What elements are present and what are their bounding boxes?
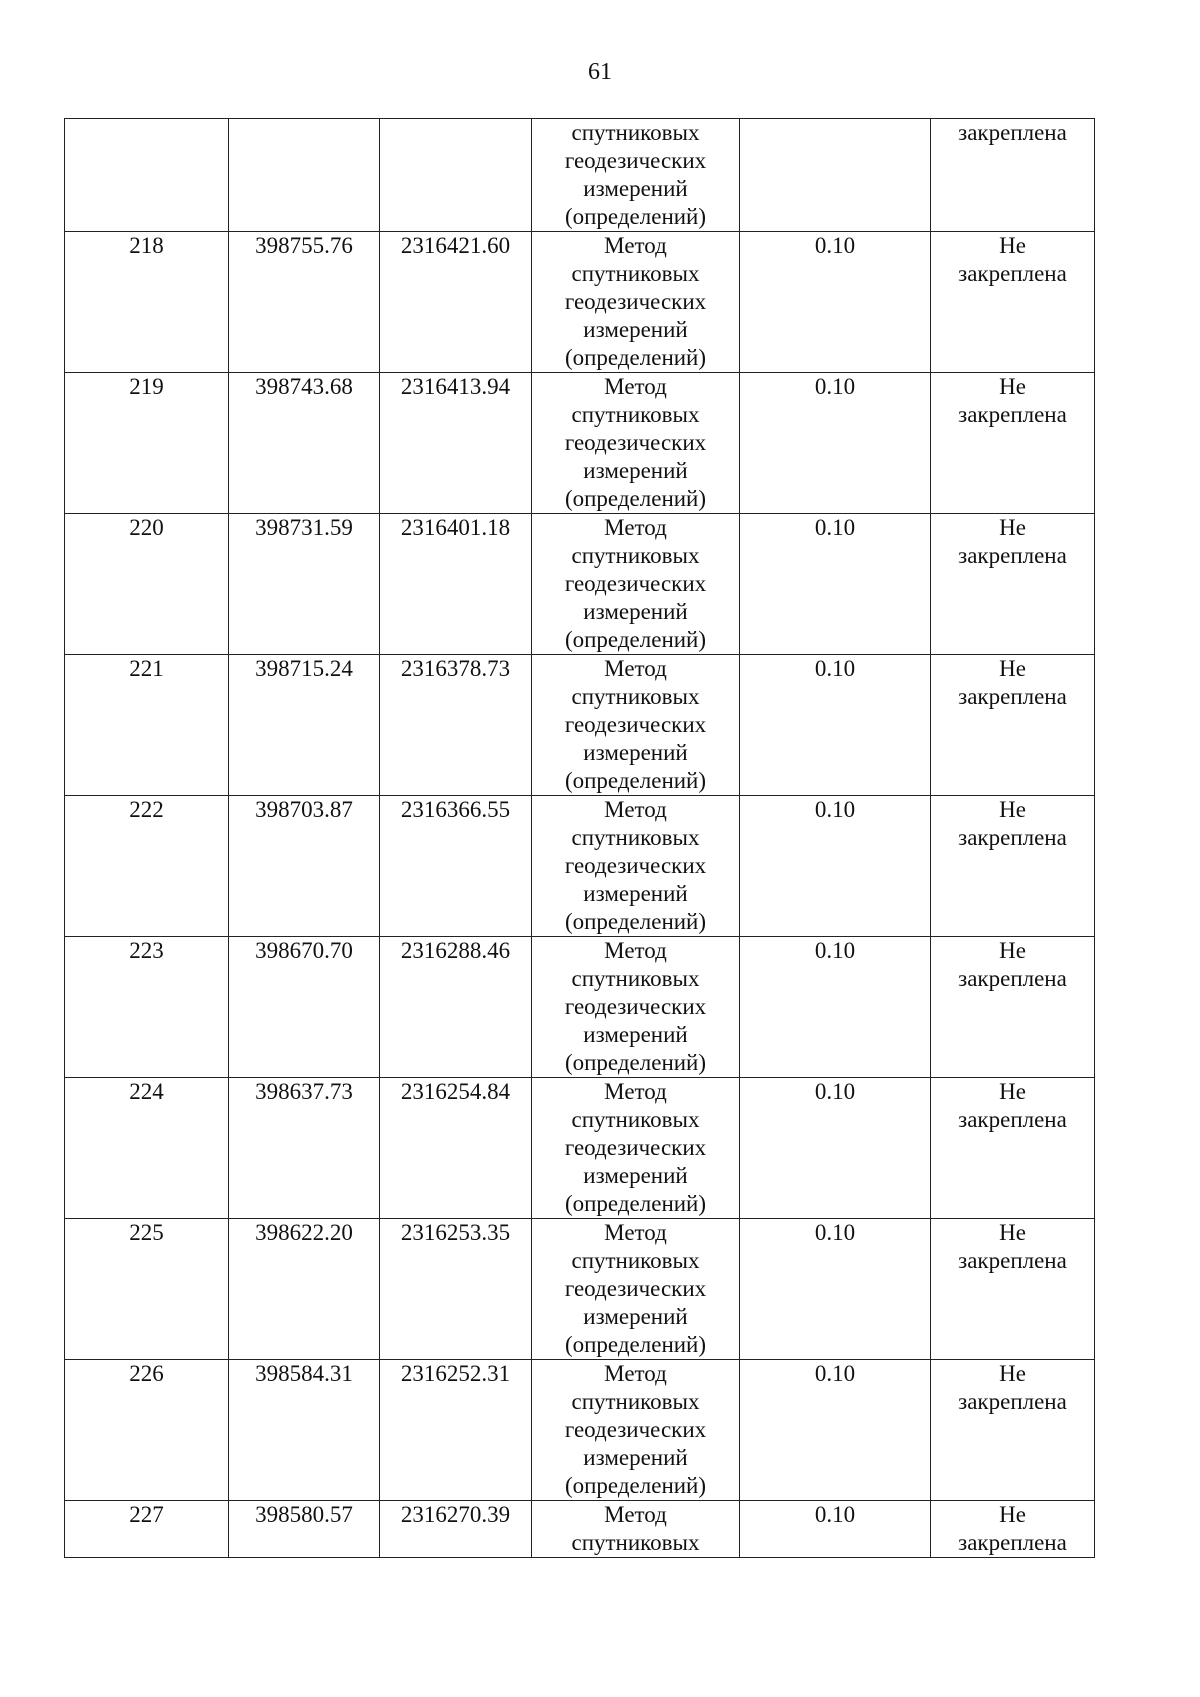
method-line: измерений bbox=[583, 1022, 688, 1047]
method-line: геодезических bbox=[564, 148, 707, 173]
status-line: закреплена bbox=[958, 120, 1067, 145]
method-cell bbox=[532, 232, 740, 373]
method-cell bbox=[532, 119, 740, 232]
method-line: геодезических bbox=[564, 712, 707, 737]
status-line: Не bbox=[999, 938, 1026, 963]
method-line: геодезических bbox=[564, 430, 707, 455]
method-line: (определений) bbox=[564, 627, 707, 652]
method-line: измерений bbox=[583, 176, 688, 201]
method-line: (определений) bbox=[564, 1473, 707, 1498]
method-line: Метод bbox=[604, 1502, 667, 1527]
status-line: закреплена bbox=[958, 402, 1067, 427]
coord-x-cell: 398731.59 bbox=[229, 514, 380, 655]
point-number-cell: 220 bbox=[65, 514, 229, 655]
status-cell bbox=[931, 937, 1095, 1078]
method-line: (определений) bbox=[564, 1332, 707, 1357]
method-line: Метод bbox=[604, 515, 667, 540]
status-cell bbox=[931, 1219, 1095, 1360]
method-line: (определений) bbox=[564, 486, 707, 511]
accuracy-cell: 0.10 bbox=[740, 1501, 931, 1558]
table-row bbox=[65, 1501, 1095, 1558]
coord-x-cell: 398743.68 bbox=[229, 373, 380, 514]
point-number-cell: 225 bbox=[65, 1219, 229, 1360]
status-cell bbox=[931, 1078, 1095, 1219]
coord-y-cell: 2316270.39 bbox=[380, 1501, 532, 1558]
method-line: спутниковых bbox=[571, 1107, 700, 1132]
status-line: закреплена bbox=[958, 543, 1067, 568]
method-line: (определений) bbox=[564, 1050, 707, 1075]
method-cell bbox=[532, 1219, 740, 1360]
status-cell bbox=[931, 373, 1095, 514]
status-line: Не bbox=[999, 233, 1026, 258]
table-row bbox=[65, 937, 1095, 1078]
method-line: геодезических bbox=[564, 289, 707, 314]
method-line: (определений) bbox=[564, 204, 707, 229]
method-line: геодезических bbox=[564, 1417, 707, 1442]
status-cell bbox=[931, 1360, 1095, 1501]
point-number-cell: 224 bbox=[65, 1078, 229, 1219]
status-line: закреплена bbox=[958, 684, 1067, 709]
point-number-cell bbox=[65, 119, 229, 232]
method-line: Метод bbox=[604, 1220, 667, 1245]
status-line: закреплена bbox=[958, 825, 1067, 850]
method-line: Метод bbox=[604, 797, 667, 822]
coord-x-cell: 398715.24 bbox=[229, 655, 380, 796]
table-row bbox=[65, 373, 1095, 514]
coordinates-table bbox=[64, 118, 1095, 1558]
method-line: спутниковых bbox=[571, 120, 700, 145]
method-cell bbox=[532, 1078, 740, 1219]
accuracy-cell: 0.10 bbox=[740, 1078, 931, 1219]
method-line: спутниковых bbox=[571, 261, 700, 286]
status-line: Не bbox=[999, 515, 1026, 540]
status-line: закреплена bbox=[958, 1248, 1067, 1273]
point-number-cell: 226 bbox=[65, 1360, 229, 1501]
status-line: Не bbox=[999, 1502, 1026, 1527]
status-line: Не bbox=[999, 1220, 1026, 1245]
page-number: 61 bbox=[588, 59, 612, 85]
method-cell bbox=[532, 796, 740, 937]
method-line: измерений bbox=[583, 317, 688, 342]
method-line: измерений bbox=[583, 881, 688, 906]
coord-x-cell bbox=[229, 119, 380, 232]
status-line: закреплена bbox=[958, 261, 1067, 286]
status-line: закреплена bbox=[958, 1530, 1067, 1555]
method-line: измерений bbox=[583, 458, 688, 483]
coord-y-cell: 2316421.60 bbox=[380, 232, 532, 373]
accuracy-cell: 0.10 bbox=[740, 232, 931, 373]
table-row bbox=[65, 232, 1095, 373]
method-line: измерений bbox=[583, 1304, 688, 1329]
method-line: спутниковых bbox=[571, 966, 700, 991]
coord-x-cell: 398637.73 bbox=[229, 1078, 380, 1219]
method-line: измерений bbox=[583, 599, 688, 624]
status-line: Не bbox=[999, 656, 1026, 681]
status-cell bbox=[931, 796, 1095, 937]
method-line: (определений) bbox=[564, 768, 707, 793]
table-row bbox=[65, 1360, 1095, 1501]
coord-x-cell: 398670.70 bbox=[229, 937, 380, 1078]
method-cell bbox=[532, 1360, 740, 1501]
method-line: Метод bbox=[604, 1361, 667, 1386]
method-line: геодезических bbox=[564, 1135, 707, 1160]
accuracy-cell: 0.10 bbox=[740, 1360, 931, 1501]
status-line: Не bbox=[999, 1079, 1026, 1104]
status-line: Не bbox=[999, 1361, 1026, 1386]
method-line: спутниковых bbox=[571, 825, 700, 850]
coord-y-cell: 2316378.73 bbox=[380, 655, 532, 796]
method-line: (определений) bbox=[564, 345, 707, 370]
status-cell bbox=[931, 655, 1095, 796]
coord-y-cell: 2316366.55 bbox=[380, 796, 532, 937]
status-cell bbox=[931, 232, 1095, 373]
method-line: геодезических bbox=[564, 853, 707, 878]
method-cell bbox=[532, 655, 740, 796]
coord-y-cell: 2316254.84 bbox=[380, 1078, 532, 1219]
coord-y-cell: 2316413.94 bbox=[380, 373, 532, 514]
table-row bbox=[65, 1219, 1095, 1360]
method-line: спутниковых bbox=[571, 1530, 700, 1555]
status-line: закреплена bbox=[958, 1389, 1067, 1414]
point-number-cell: 223 bbox=[65, 937, 229, 1078]
table-row bbox=[65, 796, 1095, 937]
coord-x-cell: 398622.20 bbox=[229, 1219, 380, 1360]
method-line: Метод bbox=[604, 938, 667, 963]
status-line: закреплена bbox=[958, 1107, 1067, 1132]
method-line: измерений bbox=[583, 1163, 688, 1188]
method-line: спутниковых bbox=[571, 1248, 700, 1273]
method-line: спутниковых bbox=[571, 543, 700, 568]
status-cell bbox=[931, 1501, 1095, 1558]
table-body bbox=[65, 119, 1095, 1558]
table-row bbox=[65, 514, 1095, 655]
method-line: (определений) bbox=[564, 1191, 707, 1216]
method-line: спутниковых bbox=[571, 684, 700, 709]
status-line: закреплена bbox=[958, 966, 1067, 991]
method-line: Метод bbox=[604, 233, 667, 258]
method-line: Метод bbox=[604, 374, 667, 399]
coord-y-cell: 2316252.31 bbox=[380, 1360, 532, 1501]
point-number-cell: 222 bbox=[65, 796, 229, 937]
coord-y-cell bbox=[380, 119, 532, 232]
method-cell bbox=[532, 514, 740, 655]
table-row bbox=[65, 119, 1095, 232]
coord-y-cell: 2316288.46 bbox=[380, 937, 532, 1078]
method-cell bbox=[532, 1501, 740, 1558]
status-line: Не bbox=[999, 374, 1026, 399]
method-cell bbox=[532, 937, 740, 1078]
method-line: геодезических bbox=[564, 994, 707, 1019]
coord-y-cell: 2316401.18 bbox=[380, 514, 532, 655]
method-line: измерений bbox=[583, 740, 688, 765]
point-number-cell: 227 bbox=[65, 1501, 229, 1558]
method-line: Метод bbox=[604, 1079, 667, 1104]
coord-x-cell: 398755.76 bbox=[229, 232, 380, 373]
method-line: Метод bbox=[604, 656, 667, 681]
status-cell bbox=[931, 514, 1095, 655]
accuracy-cell: 0.10 bbox=[740, 655, 931, 796]
point-number-cell: 218 bbox=[65, 232, 229, 373]
method-line: геодезических bbox=[564, 1276, 707, 1301]
coord-x-cell: 398703.87 bbox=[229, 796, 380, 937]
method-cell bbox=[532, 373, 740, 514]
status-cell bbox=[931, 119, 1095, 232]
coord-x-cell: 398580.57 bbox=[229, 1501, 380, 1558]
table-row bbox=[65, 655, 1095, 796]
method-line: спутниковых bbox=[571, 1389, 700, 1414]
method-line: измерений bbox=[583, 1445, 688, 1470]
coord-x-cell: 398584.31 bbox=[229, 1360, 380, 1501]
accuracy-cell bbox=[740, 119, 931, 232]
method-line: геодезических bbox=[564, 571, 707, 596]
accuracy-cell: 0.10 bbox=[740, 1219, 931, 1360]
point-number-cell: 219 bbox=[65, 373, 229, 514]
accuracy-cell: 0.10 bbox=[740, 373, 931, 514]
table-row bbox=[65, 1078, 1095, 1219]
point-number-cell: 221 bbox=[65, 655, 229, 796]
method-line: (определений) bbox=[564, 909, 707, 934]
accuracy-cell: 0.10 bbox=[740, 796, 931, 937]
coord-y-cell: 2316253.35 bbox=[380, 1219, 532, 1360]
accuracy-cell: 0.10 bbox=[740, 937, 931, 1078]
status-line: Не bbox=[999, 797, 1026, 822]
method-line: спутниковых bbox=[571, 402, 700, 427]
accuracy-cell: 0.10 bbox=[740, 514, 931, 655]
